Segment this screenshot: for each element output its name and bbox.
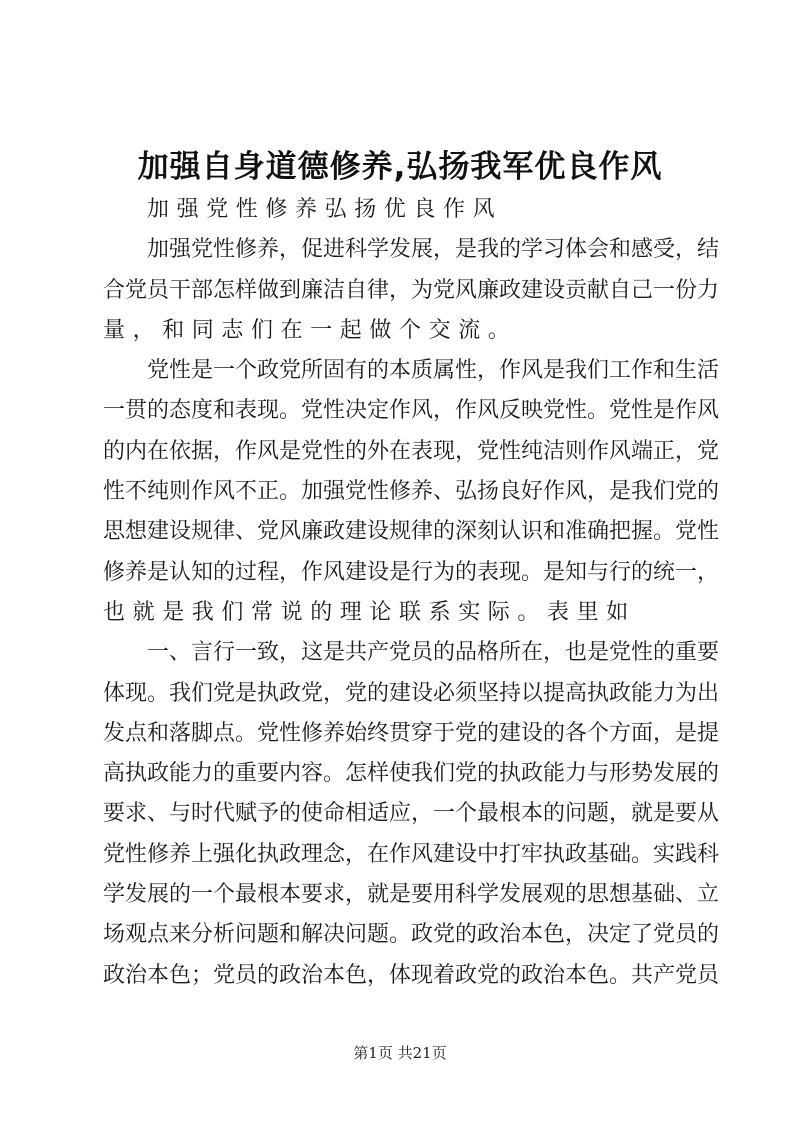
document-body (103, 190, 720, 996)
paragraph-line: 合党员干部怎样做到廉洁自律，为党风廉政建设贡献自己一份力 (103, 277, 720, 303)
paragraph-line: 加强党性修养，促进科学发展，是我的学习体会和感受，结 (147, 237, 720, 263)
paragraph-line: 体现。我们党是执政党，党的建设必须坚持以提高执政能力为出 (103, 680, 720, 706)
paragraph-line: 修养是认知的过程，作风建设是行为的表现。是知与行的统一， (103, 559, 720, 585)
paragraph-line: 一、言行一致，这是共产党员的品格所在，也是党性的重要 (147, 640, 720, 666)
paragraph-line: 思想建设规律、党风廉政建设规律的深刻认识和准确把握。党性 (103, 519, 720, 545)
paragraph-line: 性不纯则作风不正。加强党性修养、弘扬良好作风，是我们党的 (103, 479, 720, 505)
paragraph-line: 加强党性修养弘扬优良作风 (147, 197, 503, 222)
paragraph-line: 政治本色；党员的政治本色，体现着政党的政治本色。共产党员 (103, 962, 720, 988)
paragraph-line: 学发展的一个最根本要求，就是要用科学发展观的思想基础、立 (103, 882, 720, 908)
paragraph-line: 也就是我们常说的理论联系实际。表里如 (103, 599, 636, 625)
paragraph-line: 一贯的态度和表现。党性决定作风，作风反映党性。党性是作风 (103, 398, 720, 424)
paragraph-line: 要求、与时代赋予的使命相适应，一个最根本的问题，就是要从 (103, 801, 720, 827)
document-title: 加强自身道德修养,弘扬我军优良作风 (137, 149, 663, 185)
paragraph-line: 党性修养上强化执政理念，在作风建设中打牢执政基础。实践科 (103, 841, 720, 867)
paragraph-line: 高执政能力的重要内容。怎样使我们党的执政能力与形势发展的 (103, 761, 720, 787)
paragraph-line: 量，和同志们在一起做个交流。 (103, 317, 518, 343)
paragraph-line: 党性是一个政党所固有的本质属性，作风是我们工作和生活 (147, 358, 720, 384)
page-footer: 第1页 共21页 (353, 1044, 447, 1062)
paragraph-line: 的内在依据，作风是党性的外在表现，党性纯洁则作风端正，党 (103, 438, 720, 464)
paragraph-line: 场观点来分析问题和解决问题。政党的政治本色，决定了党员的 (103, 922, 720, 948)
paragraph-line: 发点和落脚点。党性修养始终贯穿于党的建设的各个方面，是提 (103, 720, 720, 746)
